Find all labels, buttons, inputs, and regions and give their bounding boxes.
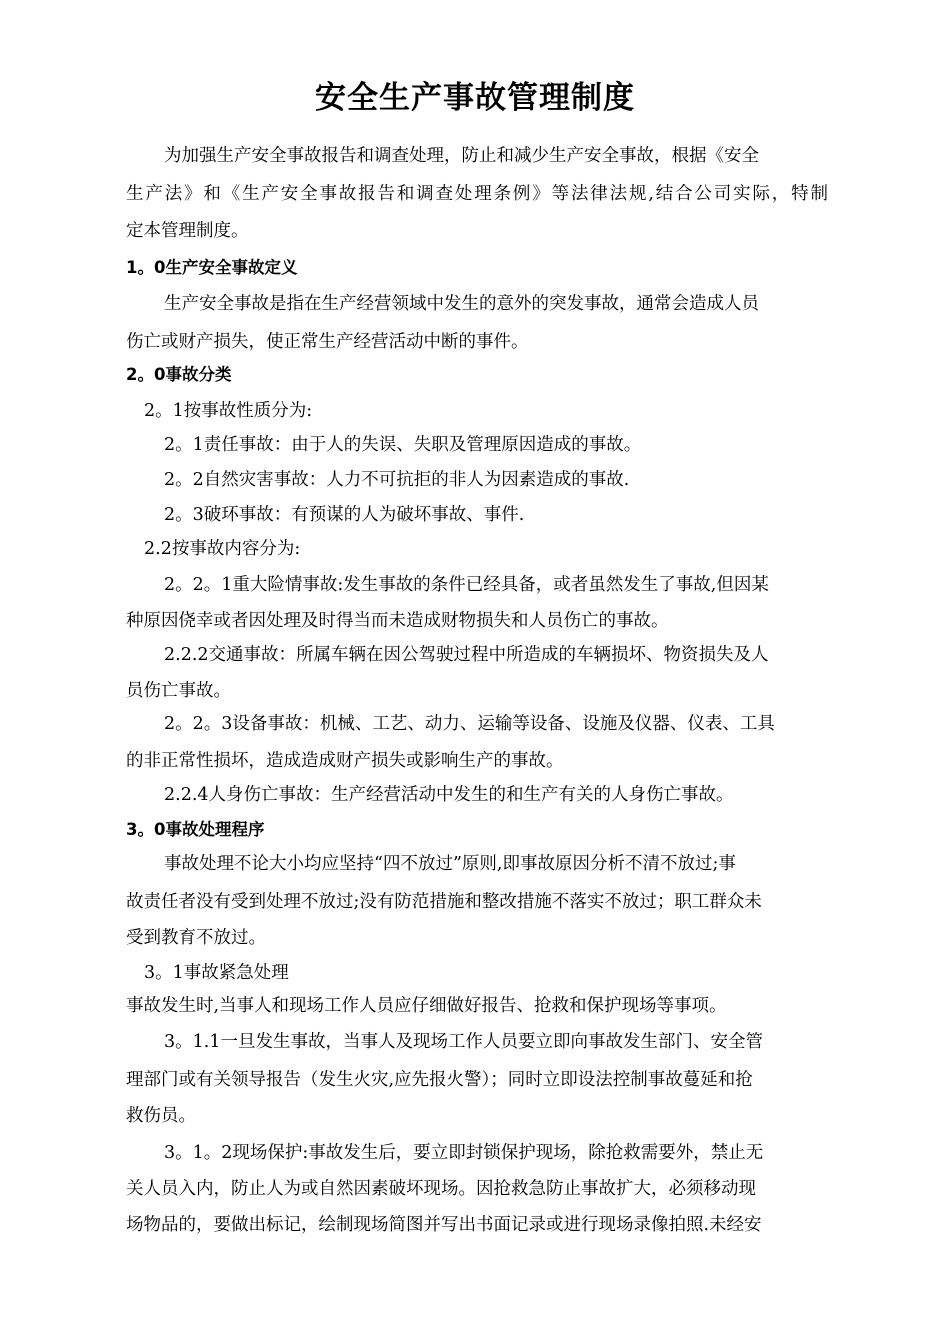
intro-line-1: 为加强生产安全事故报告和调查处理，防止和减少生产安全事故，根据《安全 — [164, 146, 759, 166]
subsection-heading: 2.2按事故内容分为: — [144, 539, 301, 559]
paragraph-line: 2。2。3设备事故：机械、工艺、动力、运输等设备、设施及仪器、仪表、工具 — [164, 714, 775, 734]
section-heading-2: 2。0事故分类 — [126, 365, 232, 384]
paragraph-line: 的非正常性损坏，造成造成财产损失或影响生产的事故。 — [126, 751, 564, 771]
section-heading-1: 1。0生产安全事故定义 — [126, 258, 298, 277]
paragraph-line: 伤亡或财产损失，使正常生产经营活动中断的事件。 — [126, 332, 529, 352]
intro-line-2: 生产法》和《生产安全事故报告和调查处理条例》等法律法规,结合公司实际，特制 — [126, 184, 828, 204]
paragraph-line: 员伤亡事故。 — [126, 681, 231, 701]
subsection-heading: 2。1按事故性质分为: — [144, 401, 313, 421]
paragraph-line: 3。1。2现场保护:事故发生后，要立即封锁保护现场，除抢救需要外，禁止无 — [164, 1143, 764, 1163]
paragraph-line: 事故处理不论大小均应坚持“四不放过”原则,即事故原因分析不清不放过;事 — [164, 854, 736, 874]
section-heading-3: 3。0事故处理程序 — [126, 820, 265, 839]
list-item: 2。1责任事故：由于人的失误、失职及管理原因造成的事故。 — [164, 435, 642, 455]
paragraph-line: 3。1.1一旦发生事故，当事人及现场工作人员要立即向事故发生部门、安全管 — [164, 1032, 763, 1052]
paragraph-line: 场物品的，要做出标记，绘制现场简图并写出书面记录或进行现场录像拍照.未经安 — [126, 1215, 762, 1235]
paragraph-line: 2.2.2交通事故：所属车辆在因公驾驶过程中所造成的车辆损坏、物资损失及人 — [164, 645, 769, 665]
paragraph-line: 理部门或有关领导报告（发生火灾,应先报火警）；同时立即设法控制事故蔓延和抢 — [126, 1070, 753, 1090]
paragraph-line: 种原因侥幸或者因处理及时得当而未造成财物损失和人员伤亡的事故。 — [126, 611, 669, 631]
list-item: 2。2自然灾害事故：人力不可抗拒的非人为因素造成的事故. — [164, 470, 630, 490]
document-title: 安全生产事故管理制度 — [315, 80, 635, 116]
paragraph-line: 受到教育不放过。 — [126, 928, 266, 948]
paragraph-line: 关人员入内，防止人为或自然因素破坏现场。因抢救急防止事故扩大，必须移动现 — [126, 1179, 756, 1199]
paragraph-line: 2。2。1重大险情事故:发生事故的条件已经具备，或者虽然发生了事故,但因某 — [164, 575, 769, 595]
list-item: 2。3破环事故：有预谋的人为破坏事故、事件. — [164, 505, 525, 525]
paragraph-line: 救伤员。 — [126, 1106, 196, 1126]
paragraph-line: 故责任者没有受到处理不放过;没有防范措施和整改措施不落实不放过；职工群众未 — [126, 892, 762, 912]
paragraph-line: 事故发生时,当事人和现场工作人员应仔细做好报告、抢救和保护现场等事项。 — [126, 996, 727, 1016]
paragraph-line: 生产安全事故是指在生产经营领域中发生的意外的突发事故，通常会造成人员 — [164, 294, 759, 314]
subsection-heading: 3。1事故紧急处理 — [144, 963, 289, 983]
intro-line-3: 定本管理制度。 — [126, 221, 249, 241]
paragraph-line: 2.2.4人身伤亡事故：生产经营活动中发生的和生产有关的人身伤亡事故。 — [164, 785, 734, 805]
